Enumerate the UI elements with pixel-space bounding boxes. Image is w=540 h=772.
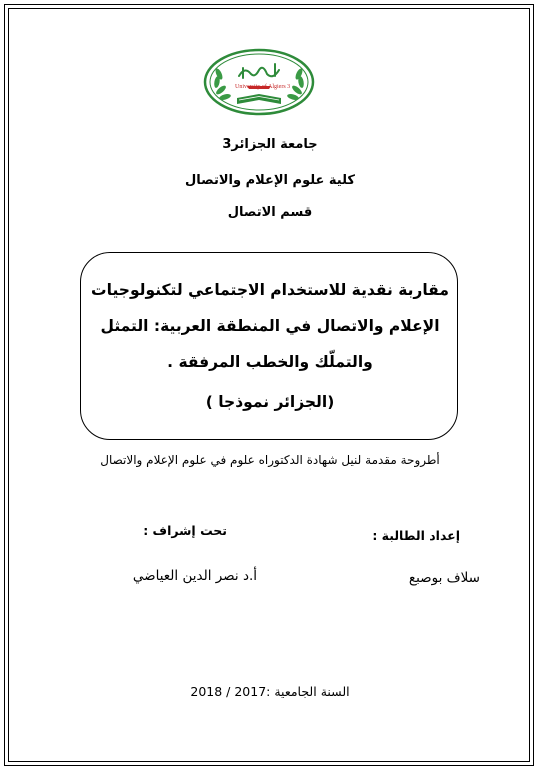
thesis-title-box (80, 252, 458, 440)
academic-year: السنة الجامعية :2017 / 2018 (190, 684, 350, 699)
student-name: سلاف بوصبع (408, 570, 480, 586)
student-label: إعداد الطالبة : (372, 528, 460, 543)
university-name: جامعة الجزائر3 (222, 137, 318, 152)
faculty-name: كلية علوم الإعلام والاتصال (185, 173, 355, 188)
thesis-note: أطروحة مقدمة لنيل شهادة الدكتوراه علوم في علوم الإعلام والاتصال (100, 453, 440, 467)
title-line-2: الإعلام والاتصال في المنطقة العربية: التمثل (100, 317, 440, 335)
supervisor-label: تحت إشراف : (143, 523, 227, 538)
university-logo (203, 48, 315, 116)
department-name: قسم الاتصال (227, 205, 313, 220)
supervisor-name: أ.د نصر الدين العياضي (132, 568, 257, 584)
logo-english-text: University of Algiers 3 (235, 84, 291, 90)
title-line-3: والتملّك والخطب المرفقة . (167, 353, 373, 371)
title-line-1: مقاربة نقدية للاستخدام الاجتماعي لتكنولوجيات (91, 281, 449, 299)
title-line-4: (الجزائر نموذجا ) (205, 393, 335, 411)
